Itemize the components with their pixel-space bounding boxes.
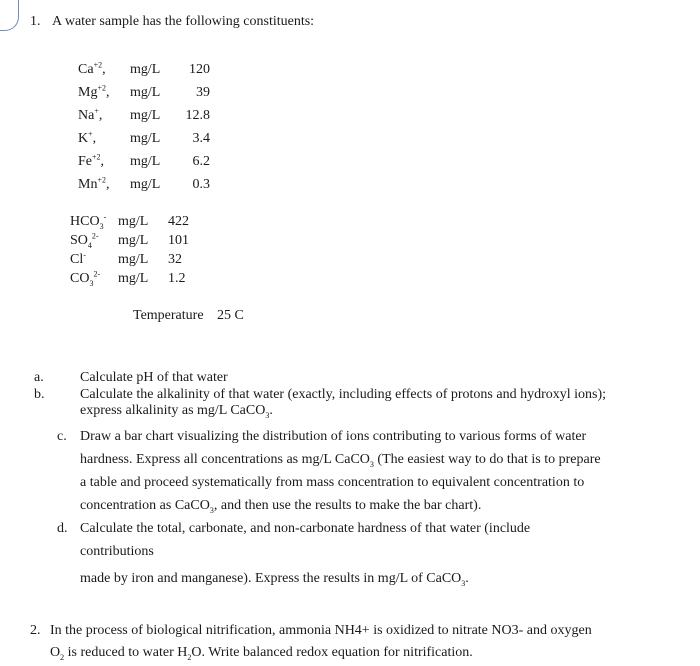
anion-row: $HCO_3^-$ mg/L 422 — [70, 212, 189, 231]
temperature-line — [133, 308, 244, 324]
question-1-intro: A water sample has the following constituents: — [52, 14, 315, 29]
anion-row: $SO_4^{2-}$ mg/L 101 — [70, 231, 189, 250]
part-b-label: b. — [34, 387, 45, 402]
part-d-label: d. — [57, 521, 68, 536]
cation-row: $Mg^{+2}$, mg/L 39 — [78, 83, 210, 100]
cation-row: $Fe^{+2}$, mg/L 6.2 — [78, 152, 210, 169]
cation-row: K+, mg/L 3.4 — [78, 129, 210, 146]
temperature-label: Temperature — [133, 308, 204, 323]
temperature-value: 25 C — [217, 308, 244, 323]
part-a-label: a. — [34, 370, 44, 385]
question-1-header — [30, 14, 314, 30]
anion-table — [70, 212, 189, 288]
cation-table — [78, 58, 210, 196]
part-a-text: Calculate pH of that water — [80, 370, 228, 385]
cation-row: $Ca^{+2}$, mg/L 120 — [78, 60, 210, 77]
question-2-text: In the process of biological nitrification, ammonia NH4+ is oxidized to nitrate NO3- and oxygen $O_2$ is reduced to water $H_2O$. Write balanced redox equation for nitrification. — [50, 623, 592, 662]
anion-row: Cl- mg/L 32 — [70, 250, 182, 267]
question-1-number: 1. — [30, 14, 41, 29]
part-d-text: Calculate the total, carbonate, and non-carbonate hardness of that water (include contributions made by iron and manganese). Express the results in mg/L of CaCO$_3$. — [80, 521, 531, 588]
anion-row: $CO_3^{2-}$ mg/L 1.2 — [70, 269, 186, 288]
question-2-number: 2. — [30, 623, 41, 638]
page-corner-decoration — [0, 0, 19, 31]
part-c-label: c. — [57, 429, 67, 444]
cation-row: $Mn^{+2}$, mg/L 0.3 — [78, 175, 210, 192]
cation-row: Na+, mg/L 12.8 — [78, 106, 210, 123]
part-b-text: Calculate the alkalinity of that water (exactly, including effects of protons and hydroxyl ions); express alkalinity as mg/L CaCO$_3$. — [80, 387, 607, 420]
part-c-text: Draw a bar chart visualizing the distribution of ions contributing to various forms of water hardness. Express all concentrations as mg/L CaCO$_3$ (The easiest way to do that is to prepare a table and proceed systematically from mass concentration to equivalent concentration to concentration as CaCO$_3$, and then use the results to make the bar chart). — [80, 429, 601, 515]
